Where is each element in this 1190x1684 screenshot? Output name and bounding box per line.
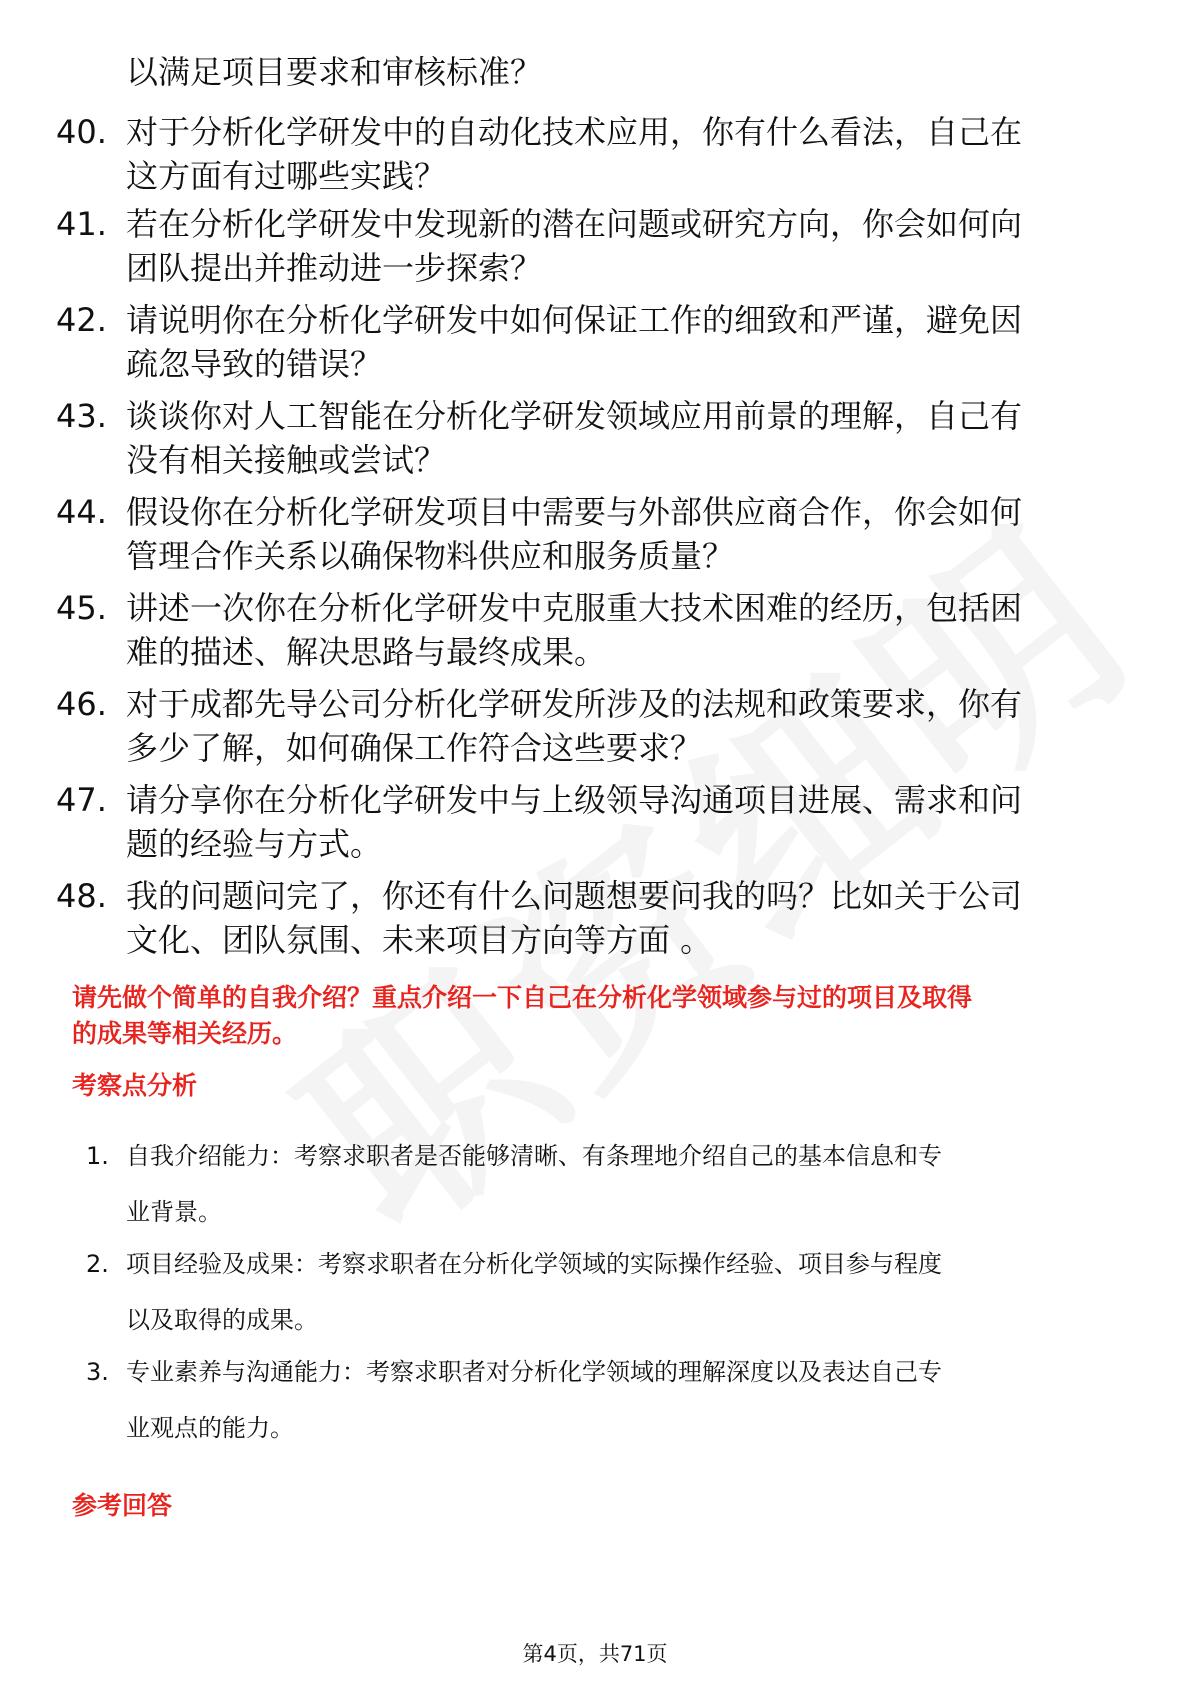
question-text: 多少了解，如何确保工作符合这些要求？: [126, 729, 703, 767]
main-question-line: 的成果等相关经历。: [72, 1019, 298, 1048]
main-question-line: 请先做个简单的自我介绍？重点介绍一下自己在分析化学领域参与过的项目及取得: [72, 983, 973, 1012]
analysis-text: 专业素养与沟通能力：考察求职者对分析化学领域的理解深度以及表达自己专: [126, 1358, 942, 1386]
question-text: 疏忽导致的错误？: [126, 345, 383, 383]
question-number: 48.: [56, 877, 107, 915]
analysis-text: 自我介绍能力：考察求职者是否能够清晰、有条理地介绍自己的基本信息和专: [126, 1142, 942, 1170]
question-item-45: [0, 584, 1190, 680]
question-text: 我的问题问完了，你还有什么问题想要问我的吗？比如关于公司: [126, 877, 1023, 915]
question-text: 没有相关接触或尝试？: [126, 441, 447, 479]
question-text: 管理合作关系以确保物料供应和服务质量？: [126, 537, 735, 575]
analysis-text: 业背景。: [126, 1198, 222, 1226]
question-text: 请分享你在分析化学研发中与上级领导沟通项目进展、需求和问: [126, 781, 1023, 819]
analysis-number: 2.: [86, 1250, 109, 1278]
question-text: 对于成都先导公司分析化学研发所涉及的法规和政策要求，你有: [126, 685, 1023, 723]
analysis-number: 3.: [86, 1358, 109, 1386]
question-number: 41.: [56, 205, 107, 243]
analysis-text: 项目经验及成果：考察求职者在分析化学领域的实际操作经验、项目参与程度: [126, 1250, 942, 1278]
question-item-48: [0, 872, 1190, 968]
question-number: 40.: [56, 113, 107, 151]
question-text: 文化、团队氛围、未来项目方向等方面 。: [126, 921, 713, 959]
question-text: 题的经验与方式。: [126, 825, 383, 863]
question-text: 谈谈你对人工智能在分析化学研发领域应用前景的理解，自己有: [126, 397, 1023, 435]
question-item-44: [0, 488, 1190, 584]
question-text: 难的描述、解决思路与最终成果。: [126, 633, 607, 671]
question-text: 假设你在分析化学研发项目中需要与外部供应商合作，你会如何: [126, 493, 1023, 531]
question-number: 44.: [56, 493, 107, 531]
question-item-40: [0, 108, 1190, 204]
question-text: 对于分析化学研发中的自动化技术应用，你有什么看法，自己在: [126, 113, 1023, 151]
question-item-47: [0, 776, 1190, 872]
analysis-title: 考察点分析: [72, 1071, 198, 1100]
question-number: 47.: [56, 781, 107, 819]
analysis-text: 以及取得的成果。: [126, 1306, 318, 1334]
question-continuation: 以满足项目要求和审核标准？: [126, 53, 543, 91]
question-number: 46.: [56, 685, 107, 723]
question-item-46: [0, 680, 1190, 776]
analysis-text: 业观点的能力。: [126, 1414, 294, 1442]
question-text: 讲述一次你在分析化学研发中克服重大技术困难的经历，包括困: [126, 589, 1023, 627]
question-number: 43.: [56, 397, 107, 435]
question-text: 若在分析化学研发中发现新的潜在问题或研究方向，你会如何向: [126, 205, 1023, 243]
page-number: 第4页，共71页: [522, 1642, 668, 1666]
question-number: 45.: [56, 589, 107, 627]
question-number: 42.: [56, 301, 107, 339]
reference-title: 参考回答: [72, 1491, 173, 1520]
question-text: 请说明你在分析化学研发中如何保证工作的细致和严谨，避免因: [126, 301, 1023, 339]
question-text: 这方面有过哪些实践？: [126, 157, 447, 195]
question-text: 团队提出并推动进一步探索？: [126, 249, 543, 287]
question-item-41: [0, 200, 1190, 296]
question-item-42: [0, 296, 1190, 392]
analysis-number: 1.: [86, 1142, 109, 1170]
question-item-43: [0, 392, 1190, 488]
